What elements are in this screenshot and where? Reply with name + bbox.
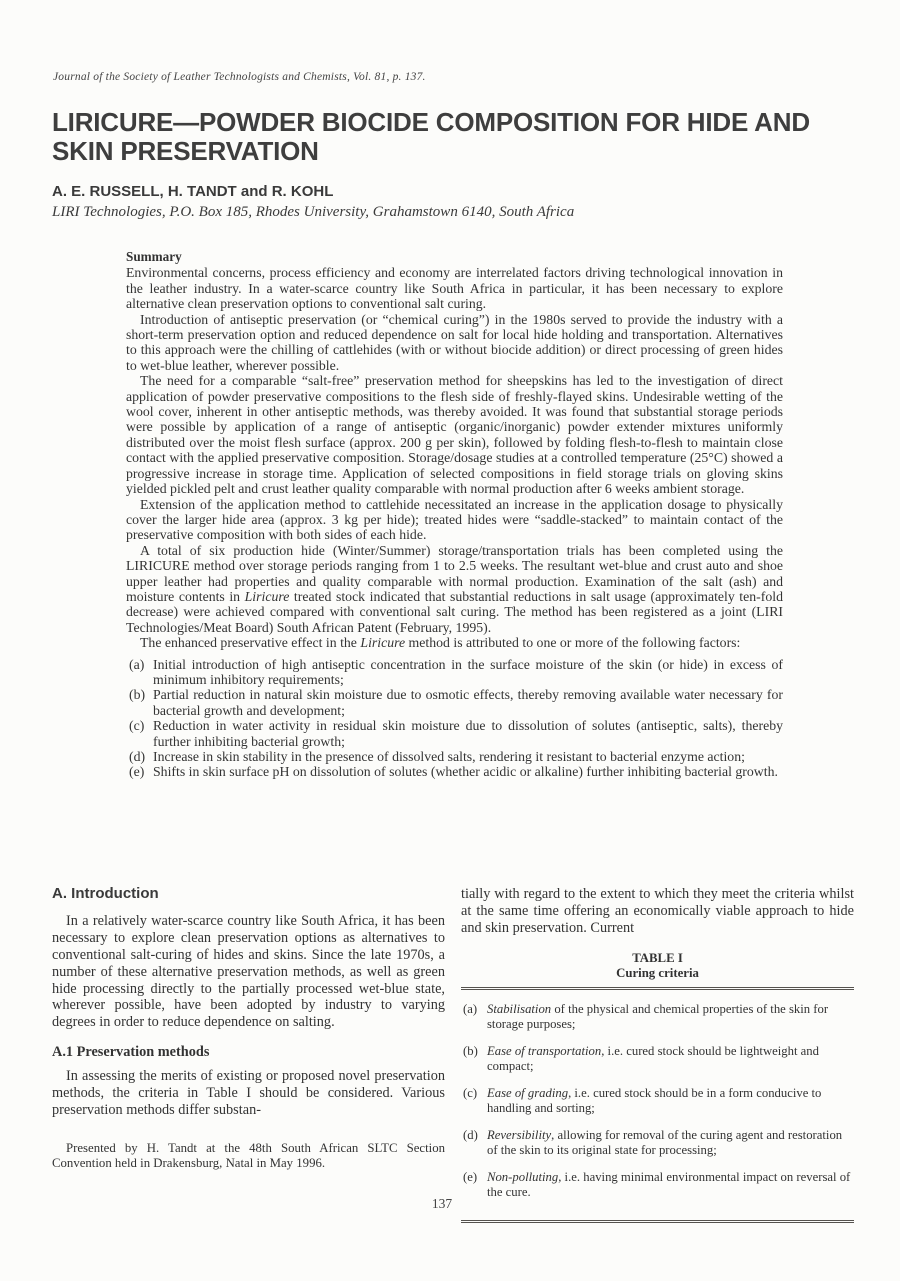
summary-factor-item [126,718,783,749]
curing-criterion-item-text: Ease of grading, i.e. cured stock should be in a form conducive to handling and sorting; [487,1085,822,1115]
summary-factor-item [126,749,783,764]
curing-criterion-item-label: (b) [463,1043,478,1058]
summary-paragraph [126,265,783,311]
introduction-heading: A. Introduction [52,885,159,902]
summary-section [126,249,783,780]
preservation-methods-paragraph: In assessing the merits of existing or proposed novel preservation methods, the criteria in Table I should be considered. Various preservation methods differ substan- [52,1068,445,1118]
curing-criterion-item [463,1128,852,1158]
article-title: LIRICURE—POWDER BIOCIDE COMPOSITION FOR HIDE AND SKIN PRESERVATION [52,107,810,166]
table-1 [461,951,854,1223]
curing-criterion-item-label: (c) [463,1085,478,1100]
curing-criterion-item-label: (e) [463,1169,478,1184]
summary-factor-item-label: (e) [129,764,145,780]
presentation-footnote: Presented by H. Tandt at the 48th South African SLTC Section Convention held in Drakensburg, Natal in May 1996. [52,1140,445,1171]
table-1-subtitle: Curing criteria [616,965,699,980]
summary-paragraph-text: Introduction of antiseptic preservation (or “chemical curing”) in the 1980s served to provide the industry with a short-term preservation option and reduced dependence on salt for local hide holding and transportation. Alternatives to this approach were the chilling of cattlehides (with or without biocide addition) or direct processing of green hides to wet-blue leather, wherever possible. [126,311,783,373]
summary-factor-item-text: Reduction in water activity in residual skin moisture due to dissolution of solutes (antiseptic, salts), thereby further inhibiting bacterial growth; [153,718,783,749]
summary-factor-item [126,687,783,718]
summary-paragraph [126,635,783,650]
summary-factor-item [126,764,783,779]
summary-paragraph-text: The enhanced preservative effect in the Liricure method is attributed to one or more of the following factors: [140,635,741,651]
journal-header-line: Journal of the Society of Leather Technologists and Chemists, Vol. 81, p. 137. [53,71,426,83]
table-1-body [461,987,854,1223]
curing-criterion-item-text: Ease of transportation, i.e. cured stock should be lightweight and compact; [487,1043,819,1073]
curing-criterion-item-label: (d) [463,1127,478,1142]
page-number: 137 [431,1196,453,1211]
summary-factor-item-text: Initial introduction of high antiseptic concentration in the surface moisture of the skin (or hide) in excess of minimum inhibitory requirements; [153,656,783,687]
summary-factor-item-text: Partial reduction in natural skin moisture due to osmotic effects, thereby removing available water necessary for bacterial growth and development; [153,687,783,718]
summary-factor-item-label: (c) [129,718,145,734]
summary-paragraphs [126,265,783,650]
curing-criterion-item-text: Non-polluting, i.e. having minimal environmental impact on reversal of the cure. [487,1169,851,1199]
summary-factor-list [126,657,783,780]
summary-heading: Summary [126,249,182,264]
summary-factor-item-label: (d) [129,749,146,764]
article-authors: A. E. RUSSELL, H. TANDT and R. KOHL [52,183,334,200]
introduction-paragraph: In a relatively water-scarce country like South Africa, it has been necessary to explore clean preservation options as alternatives to conventional salt-curing of hides and skins. Since the late 1970s, a number of these alternative preservation methods, as well as green hide processing directly to the partially processed wet-blue state, wherever possible, have been adopted by industry to varying degrees in order to reduce dependence on salting. [52,912,445,1031]
curing-criterion-item-text: Stabilisation of the physical and chemical properties of the skin for storage purposes; [487,1001,829,1031]
summary-factor-item-text: Shifts in skin surface pH on dissolution of solutes (whether acidic or alkaline) further inhibiting bacterial growth. [153,764,778,780]
preservation-methods-heading: A.1 Preservation methods [52,1044,210,1061]
summary-paragraph [126,497,783,543]
summary-paragraph-text: Environmental concerns, process efficiency and economy are interrelated factors driving technological innovation in the leather industry. In a water-scarce country like South Africa in particular, it has been necessary to explore alternative clean preservation options to conventional salt curing. [126,265,783,312]
left-column [52,886,445,1223]
summary-paragraph [126,373,783,496]
summary-paragraph [126,543,783,635]
curing-criterion-item [463,1002,852,1032]
summary-factor-item-text: Increase in skin stability in the presence of dissolved salts, rendering it resistant to bacterial enzyme action; [153,749,745,764]
curing-criterion-item-text: Reversibility, allowing for removal of the curing agent and restoration of the skin to its original state for processing; [487,1127,843,1157]
curing-criterion-item [463,1086,852,1116]
summary-paragraph-text: The need for a comparable “salt-free” preservation method for sheepskins has led to the investigation of direct application of powder preservative compositions to the flesh side of freshly-flayed skins. Undesirable wetting of the wool cover, inherent in other antiseptic methods, was thereby avoided. It was found that substantial storage periods were possible by application of a range of antiseptic (organic/inorganic) powder extender mixtures uniformly distributed over the moist flesh surface (approx. 200 g per skin), followed by folding flesh-to-flesh to maintain close contact with the applied preservative composition. Storage/dosage studies at a controlled temperature (25°C) showed a progressive increase in storage time. Application of selected compositions in field storage trials on gloving skins yielded pickled pelt and crust leather quality comparable with normal production after 6 weeks ambient storage. [126,373,783,497]
table-1-title: TABLE I [632,950,683,965]
right-column-paragraph: tially with regard to the extent to which they meet the criteria whilst at the same time offering an economically viable approach to hide and skin preservation. Current [461,886,854,936]
summary-factor-item-label: (a) [129,656,145,672]
summary-factor-item-label: (b) [129,687,146,703]
article-affiliation: LIRI Technologies, P.O. Box 185, Rhodes University, Grahamstown 6140, South Africa [52,204,575,220]
summary-factor-item [126,657,783,688]
summary-paragraph-text: Extension of the application method to cattlehide necessitated an increase in the application dosage to physically cover the larger hide area (approx. 3 kg per hide); treated hides were “saddle-stacked” to maintain contact of the preservative composition with both sides of each hide. [126,496,783,543]
right-column [461,886,854,1223]
two-column-body [52,886,855,1223]
curing-criterion-item [463,1044,852,1074]
summary-paragraph-text: A total of six production hide (Winter/Summer) storage/transportation trials has been completed using the LIRICURE method over storage periods ranging from 1 to 2.5 weeks. The resultant wet-blue and crust auto and shoe upper leather had properties and quality comparable with normal production. Examination of the salt (ash) and moisture contents in Liricure treated stock indicated that substantial reductions in salt usage (approximately ten-fold decrease) were achieved compared with conventional salt curing. The method has been registered as a joint (LIRI Technologies/Meat Board) South African Patent (February, 1995). [126,542,783,635]
summary-paragraph [126,312,783,374]
curing-criterion-item-label: (a) [463,1001,478,1016]
